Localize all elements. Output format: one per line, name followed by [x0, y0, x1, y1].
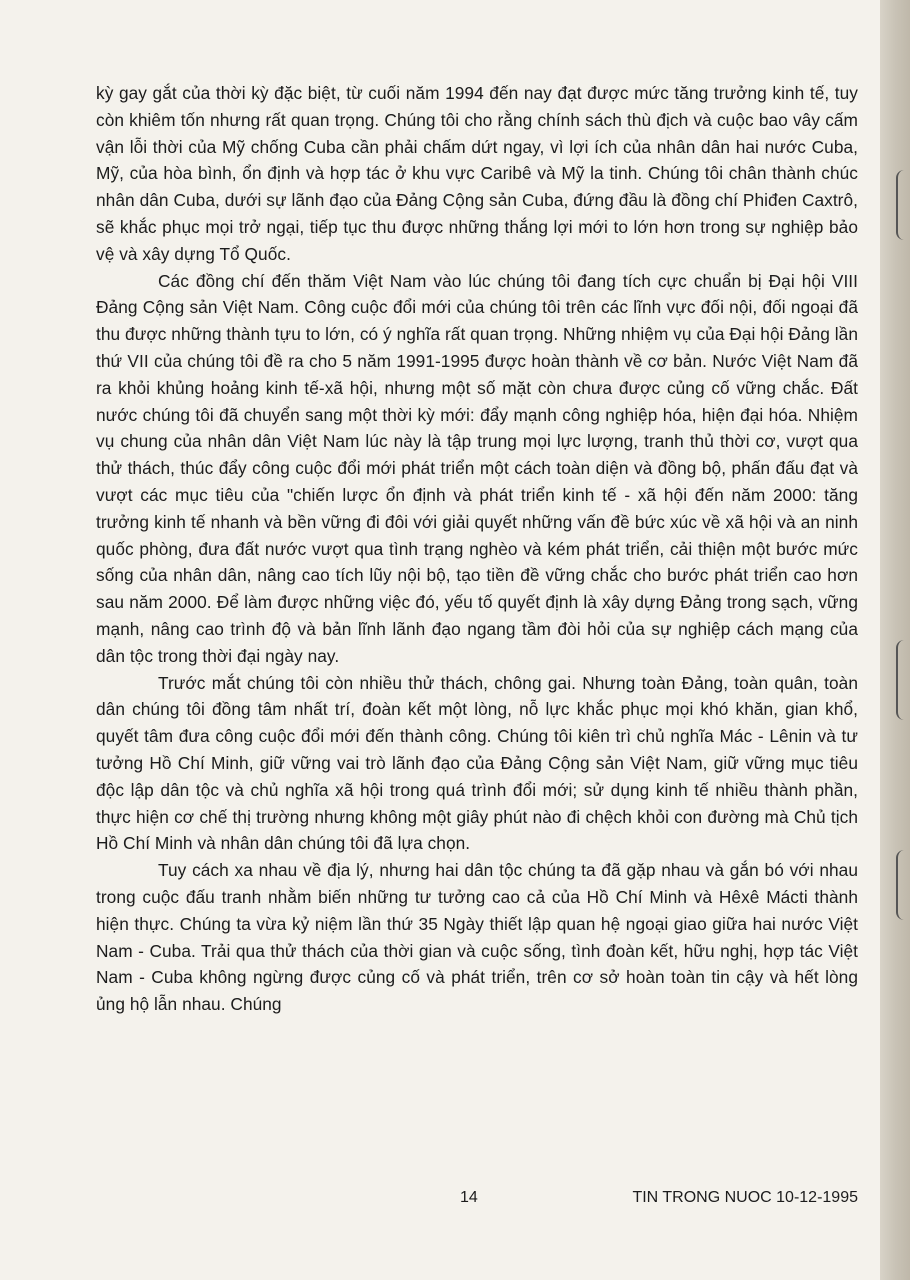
- paragraph-2: Các đồng chí đến thăm Việt Nam vào lúc chúng tôi đang tích cực chuẩn bị Đại hội VIII Đảng Cộng sản Việt Nam. Công cuộc đổi mới của chúng tôi trên các lĩnh vực đối nội, đối ngoại đã thu được những thành tựu to lớn, có ý nghĩa rất quan trọng. Những nhiệm vụ của Đại hội Đảng lần thứ VII của chúng tôi đề ra cho 5 năm 1991-1995 được hoàn thành về cơ bản. Nước Việt Nam đã ra khỏi khủng hoảng kinh tế-xã hội, nhưng một số mặt còn chưa được củng cố vững chắc. Đất nước chúng tôi đã chuyển sang một thời kỳ mới: đẩy mạnh công nghiệp hóa, hiện đại hóa. Nhiệm vụ chung của nhân dân Việt Nam lúc này là tập trung mọi lực lượng, tranh thủ thời cơ, vượt qua thử thách, thúc đẩy công cuộc đổi mới phát triển một cách toàn diện và đồng bộ, phấn đấu đạt và vượt các mục tiêu của "chiến lược ổn định và phát triển kinh tế - xã hội đến năm 2000: tăng trưởng kinh tế nhanh và bền vững đi đôi với giải quyết những vấn đề bức xúc về xã hội và an ninh quốc phòng, đưa đất nước vượt qua tình trạng nghèo và kém phát triển, cải thiện một bước mức sống của nhân dân, nâng cao tích lũy nội bộ, tạo tiền đề vững chắc cho bước phát triển cao hơn sau năm 2000. Để làm được những việc đó, yếu tố quyết định là xây dựng Đảng trong sạch, vững mạnh, nâng cao trình độ và bản lĩnh lãnh đạo ngang tầm đòi hỏi của sự nghiệp cách mạng của dân tộc trong thời đại ngày nay.: [96, 270, 858, 666]
- page-number: 14: [460, 1189, 478, 1206]
- binding-mark: [896, 170, 908, 240]
- paragraph-1: kỳ gay gắt của thời kỳ đặc biệt, từ cuối năm 1994 đến nay đạt được mức tăng trưởng kinh tế, tuy còn khiêm tốn nhưng rất quan trọng. Chúng tôi cho rằng chính sách thù địch và cuộc bao vây cấm vận lỗi thời của Mỹ chống Cuba cần phải chấm dứt ngay, vì lợi ích của nhân dân hai nước Cuba, Mỹ, của hòa bình, ổn định và hợp tác ở khu vực Caribê và Mỹ la tinh. Chúng tôi chân thành chúc nhân dân Cuba, dưới sự lãnh đạo của Đảng Cộng sản Cuba, đứng đầu là đồng chí Phiđen Caxtrô, sẽ khắc phục mọi trở ngại, tiếp tục thu được những thắng lợi mới to lớn hơn trong sự nghiệp bảo vệ và xây dựng Tổ Quốc.: [96, 83, 858, 264]
- binding-mark: [896, 850, 908, 920]
- paragraph-3: Trước mắt chúng tôi còn nhiều thử thách, chông gai. Nhưng toàn Đảng, toàn quân, toàn dân chúng tôi đồng tâm nhất trí, đoàn kết một lòng, nỗ lực khắc phục mọi khó khăn, gian khổ, quyết tâm đưa công cuộc đổi mới đến thành công. Chúng tôi kiên trì chủ nghĩa Mác - Lênin và tư tưởng Hồ Chí Minh, giữ vững vai trò lãnh đạo của Đảng Cộng sản Việt Nam, giữ vững mục tiêu độc lập dân tộc và chủ nghĩa xã hội trong quá trình đổi mới; sử dụng kinh tế nhiều thành phần, thực hiện cơ chế thị trường nhưng không một giây phút nào đi chệch khỏi con đường mà Chủ tịch Hồ Chí Minh và nhân dân chúng tôi đã lựa chọn.: [96, 672, 858, 854]
- binding-mark: [896, 640, 908, 720]
- body-text: [96, 80, 858, 1018]
- source-label: TIN TRONG NUOC 10-12-1995: [632, 1189, 858, 1206]
- paragraph-4: Tuy cách xa nhau về địa lý, nhưng hai dân tộc chúng ta đã gặp nhau và gắn bó với nhau trong cuộc đấu tranh nhằm biến những tư tưởng cao cả của Hồ Chí Minh và Hêxê Mácti thành hiện thực. Chúng ta vừa kỷ niệm lần thứ 35 Ngày thiết lập quan hệ ngoại giao giữa hai nước Việt Nam - Cuba. Trải qua thử thách của thời gian và cuộc sống, tình đoàn kết, hữu nghị, hợp tác Việt Nam - Cuba không ngừng được củng cố và phát triển, trên cơ sở hoàn toàn tin cậy và hết lòng ủng hộ lẫn nhau. Chúng: [96, 860, 858, 1015]
